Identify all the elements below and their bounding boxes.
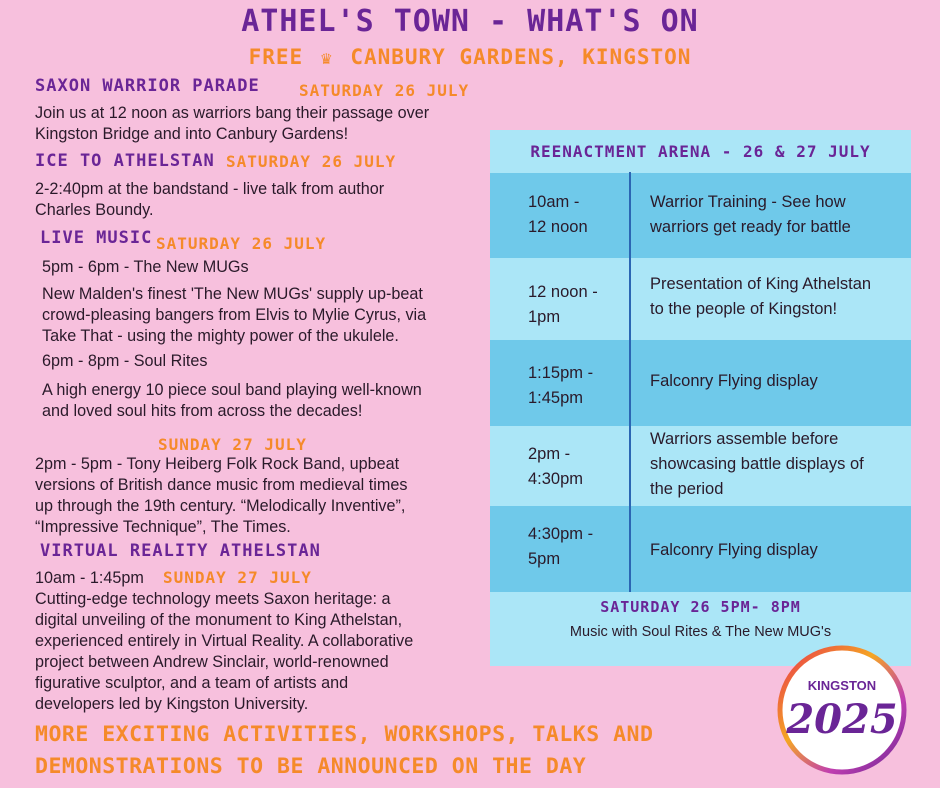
arena-row — [490, 173, 911, 258]
footer-line-2: DEMONSTRATIONS TO BE ANNOUNCED ON THE DAY — [35, 754, 587, 779]
parade-title: SAXON WARRIOR PARADE — [35, 76, 260, 96]
ice-date: SATURDAY 26 JULY — [226, 152, 397, 171]
ice-line: Charles Boundy. — [35, 201, 154, 219]
time-line: 4:30pm - — [528, 525, 594, 543]
vr-date: SUNDAY 27 JULY — [163, 568, 312, 587]
music-slot1-line: Take That - using the mighty power of the ukulele. — [42, 327, 399, 345]
arena-row — [490, 340, 911, 426]
arena-row-time — [528, 280, 598, 330]
vr-line: project between Andrew Sinclair, world-renowned — [35, 653, 389, 671]
arena-row-time — [528, 442, 583, 492]
desc-line: showcasing battle displays of — [650, 455, 864, 473]
music-slot2-line: and loved soul hits from across the decades! — [42, 402, 363, 420]
vr-line: developers led by Kingston University. — [35, 695, 309, 713]
time-line: 5pm — [528, 550, 561, 568]
arena-row-desc — [650, 369, 900, 394]
time-line: 1:15pm - — [528, 364, 594, 382]
arena-row-time — [528, 361, 593, 411]
arena-saturday-text: Music with Soul Rites & The New MUG's — [569, 624, 832, 640]
desc-line: Warrior Training - See how — [650, 193, 846, 211]
arena-row-desc — [650, 427, 900, 502]
time-line: 12 noon - — [528, 283, 598, 301]
vr-line: experienced entirely in Virtual Reality. A collaborative — [35, 632, 414, 650]
desc-line: Warriors assemble before — [650, 430, 839, 448]
music-slot1-line: crowd-pleasing bangers from Elvis to Mylie Cyrus, via — [42, 306, 427, 324]
arena-row — [490, 258, 911, 340]
arena-row-desc — [650, 190, 900, 240]
music-slot1-text — [42, 284, 426, 347]
desc-line: Presentation of King Athelstan — [650, 275, 872, 293]
time-line: 10am - — [528, 193, 580, 211]
music-sunday-text — [35, 454, 407, 538]
arena-row — [490, 426, 911, 506]
arena-divider — [629, 172, 631, 592]
ice-title: ICE TO ATHELSTAN — [35, 151, 215, 171]
subtitle-free: FREE — [248, 45, 304, 69]
music-sunday-date: SUNDAY 27 JULY — [158, 435, 307, 454]
time-line: 12 noon — [528, 218, 588, 236]
ice-line: 2-2:40pm at the bandstand - live talk from author — [35, 180, 385, 198]
music-title: LIVE MUSIC — [40, 228, 153, 248]
time-line: 1:45pm — [528, 389, 584, 407]
arena-saturday-heading: SATURDAY 26 5PM- 8PM — [600, 598, 801, 616]
music-sunday-line: up through the 19th century. “Melodically Inventive”, — [35, 497, 406, 515]
music-date: SATURDAY 26 JULY — [156, 234, 327, 253]
desc-line: warriors get ready for battle — [650, 218, 851, 236]
vr-line: Cutting-edge technology meets Saxon heritage: a — [35, 590, 391, 608]
arena-row-desc — [650, 272, 900, 322]
desc-line: to the people of Kingston! — [650, 300, 838, 318]
music-sunday-line: 2pm - 5pm - Tony Heiberg Folk Rock Band, upbeat — [35, 455, 400, 473]
vr-line: figurative sculptor, and a team of artists and — [35, 674, 349, 692]
arena-row — [490, 506, 911, 592]
vr-line: digital unveiling of the monument to King Athelstan, — [35, 611, 403, 629]
parade-date: SATURDAY 26 JULY — [299, 81, 470, 100]
page-title: ATHEL'S TOWN - WHAT'S ON — [241, 4, 699, 39]
vr-text — [35, 589, 463, 715]
logo-word: KINGSTON — [807, 678, 877, 693]
parade-text — [35, 103, 429, 145]
time-line: 2pm - — [528, 445, 571, 463]
music-sunday-line: versions of British dance music from medieval times — [35, 476, 408, 494]
time-line: 1pm — [528, 308, 561, 326]
parade-line: Join us at 12 noon as warriors bang their passage over — [35, 104, 430, 122]
music-sunday-line: “Impressive Technique”, The Times. — [35, 518, 291, 536]
arena-title: REENACTMENT ARENA - 26 & 27 JULY — [530, 142, 871, 161]
music-slot2: 6pm - 8pm - Soul Rites — [42, 352, 208, 370]
parade-line: Kingston Bridge and into Canbury Gardens! — [35, 125, 349, 143]
ice-text — [35, 179, 384, 221]
reenactment-arena-panel — [490, 130, 911, 666]
crown-icon: ♛ — [320, 48, 333, 69]
vr-title: VIRTUAL REALITY ATHELSTAN — [40, 541, 321, 561]
page-subtitle — [0, 45, 940, 69]
desc-line: Falconry Flying display — [650, 541, 818, 559]
subtitle-place: CANBURY GARDENS, KINGSTON — [350, 45, 692, 69]
music-slot1-line: New Malden's finest 'The New MUGs' supply up-beat — [42, 285, 423, 303]
logo-year: 2025 — [786, 696, 898, 743]
music-slot2-line: A high energy 10 piece soul band playing well-known — [42, 381, 422, 399]
arena-row-time — [528, 522, 593, 572]
kingston-2025-logo — [772, 640, 912, 780]
time-line: 4:30pm — [528, 470, 584, 488]
desc-line: the period — [650, 480, 724, 498]
footer-line-1: MORE EXCITING ACTIVITIES, WORKSHOPS, TALKS AND — [35, 722, 654, 747]
arena-row-desc — [650, 538, 900, 563]
music-slot2-text — [42, 380, 422, 422]
vr-time: 10am - 1:45pm — [35, 569, 144, 587]
desc-line: Falconry Flying display — [650, 372, 818, 390]
music-slot1: 5pm - 6pm - The New MUGs — [42, 258, 249, 276]
arena-row-time — [528, 190, 588, 240]
